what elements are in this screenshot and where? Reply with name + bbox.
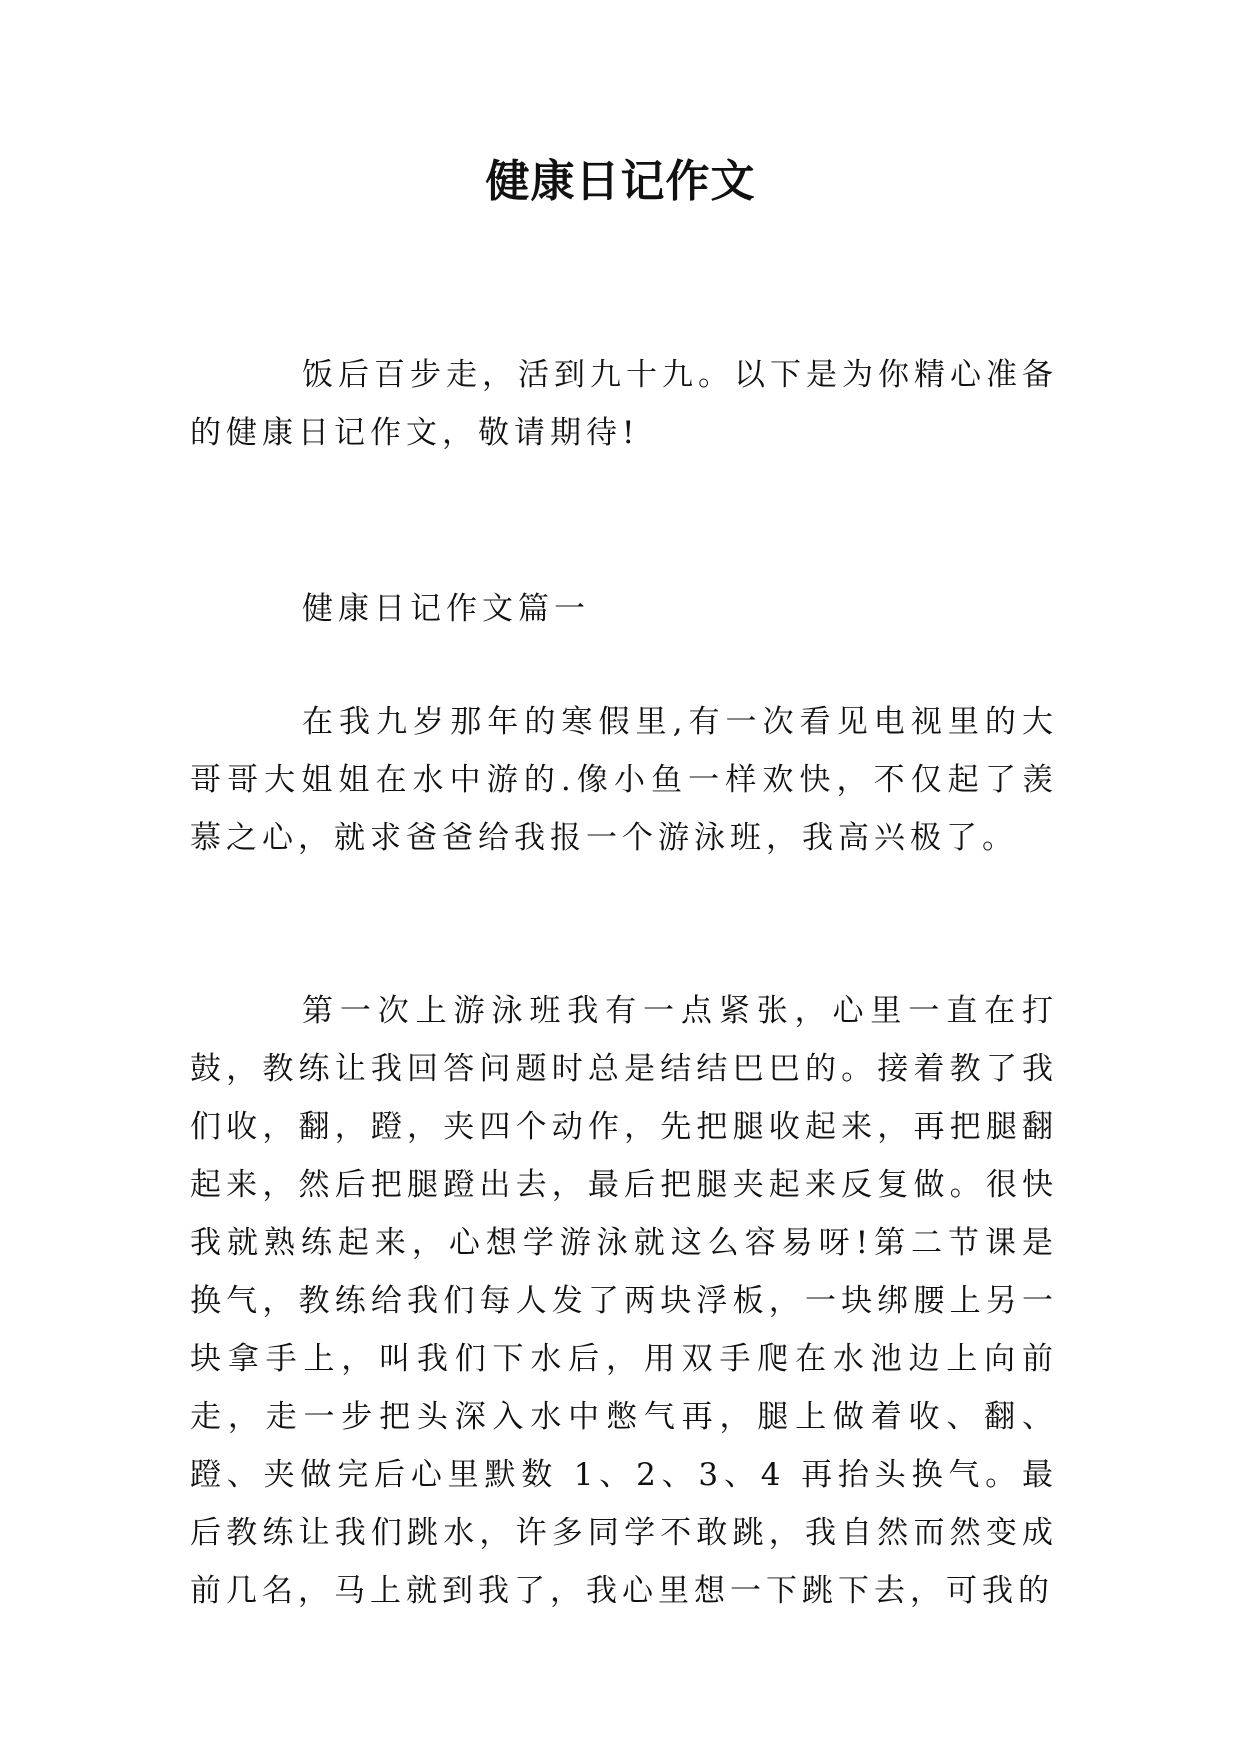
section-heading: 健康日记作文篇一 [302, 591, 590, 627]
document-title: 健康日记作文 [485, 156, 756, 207]
intro-paragraph: 饭后百步走，活到九十九。以下是为你精心准备的健康日记作文，敬请期待! [190, 357, 1058, 451]
body-paragraph-2: 第一次上游泳班我有一点紧张，心里一直在打鼓，教练让我回答问题时总是结结巴巴的。接着教了我们收，翻，蹬，夹四个动作，先把腿收起来，再把腿翻起来，然后把腿蹬出去，最后把腿夹起来反复做。很快我就熟练起来，心想学游泳就这么容易呀!第二节课是换气，教练给我们每人发了两块浮板，一块绑腰上另一块拿手上，叫我们下水后，用双手爬在水池边上向前走，走一步把头深入水中憋气再，腿上做着收、翻、蹬、夹做完后心里默数 1、2、3、4 再抬头换气。最后教练让我们跳水，许多同学不敢跳，我自然而然变成前几名，马上就到我了，我心里想一下跳下去，可我的 [190, 993, 1058, 1609]
body-paragraph-1: 在我九岁那年的寒假里,有一次看见电视里的大哥哥大姐姐在水中游的.像小鱼一样欢快，不仅起了羡慕之心，就求爸爸给我报一个游泳班，我高兴极了。 [190, 704, 1058, 856]
